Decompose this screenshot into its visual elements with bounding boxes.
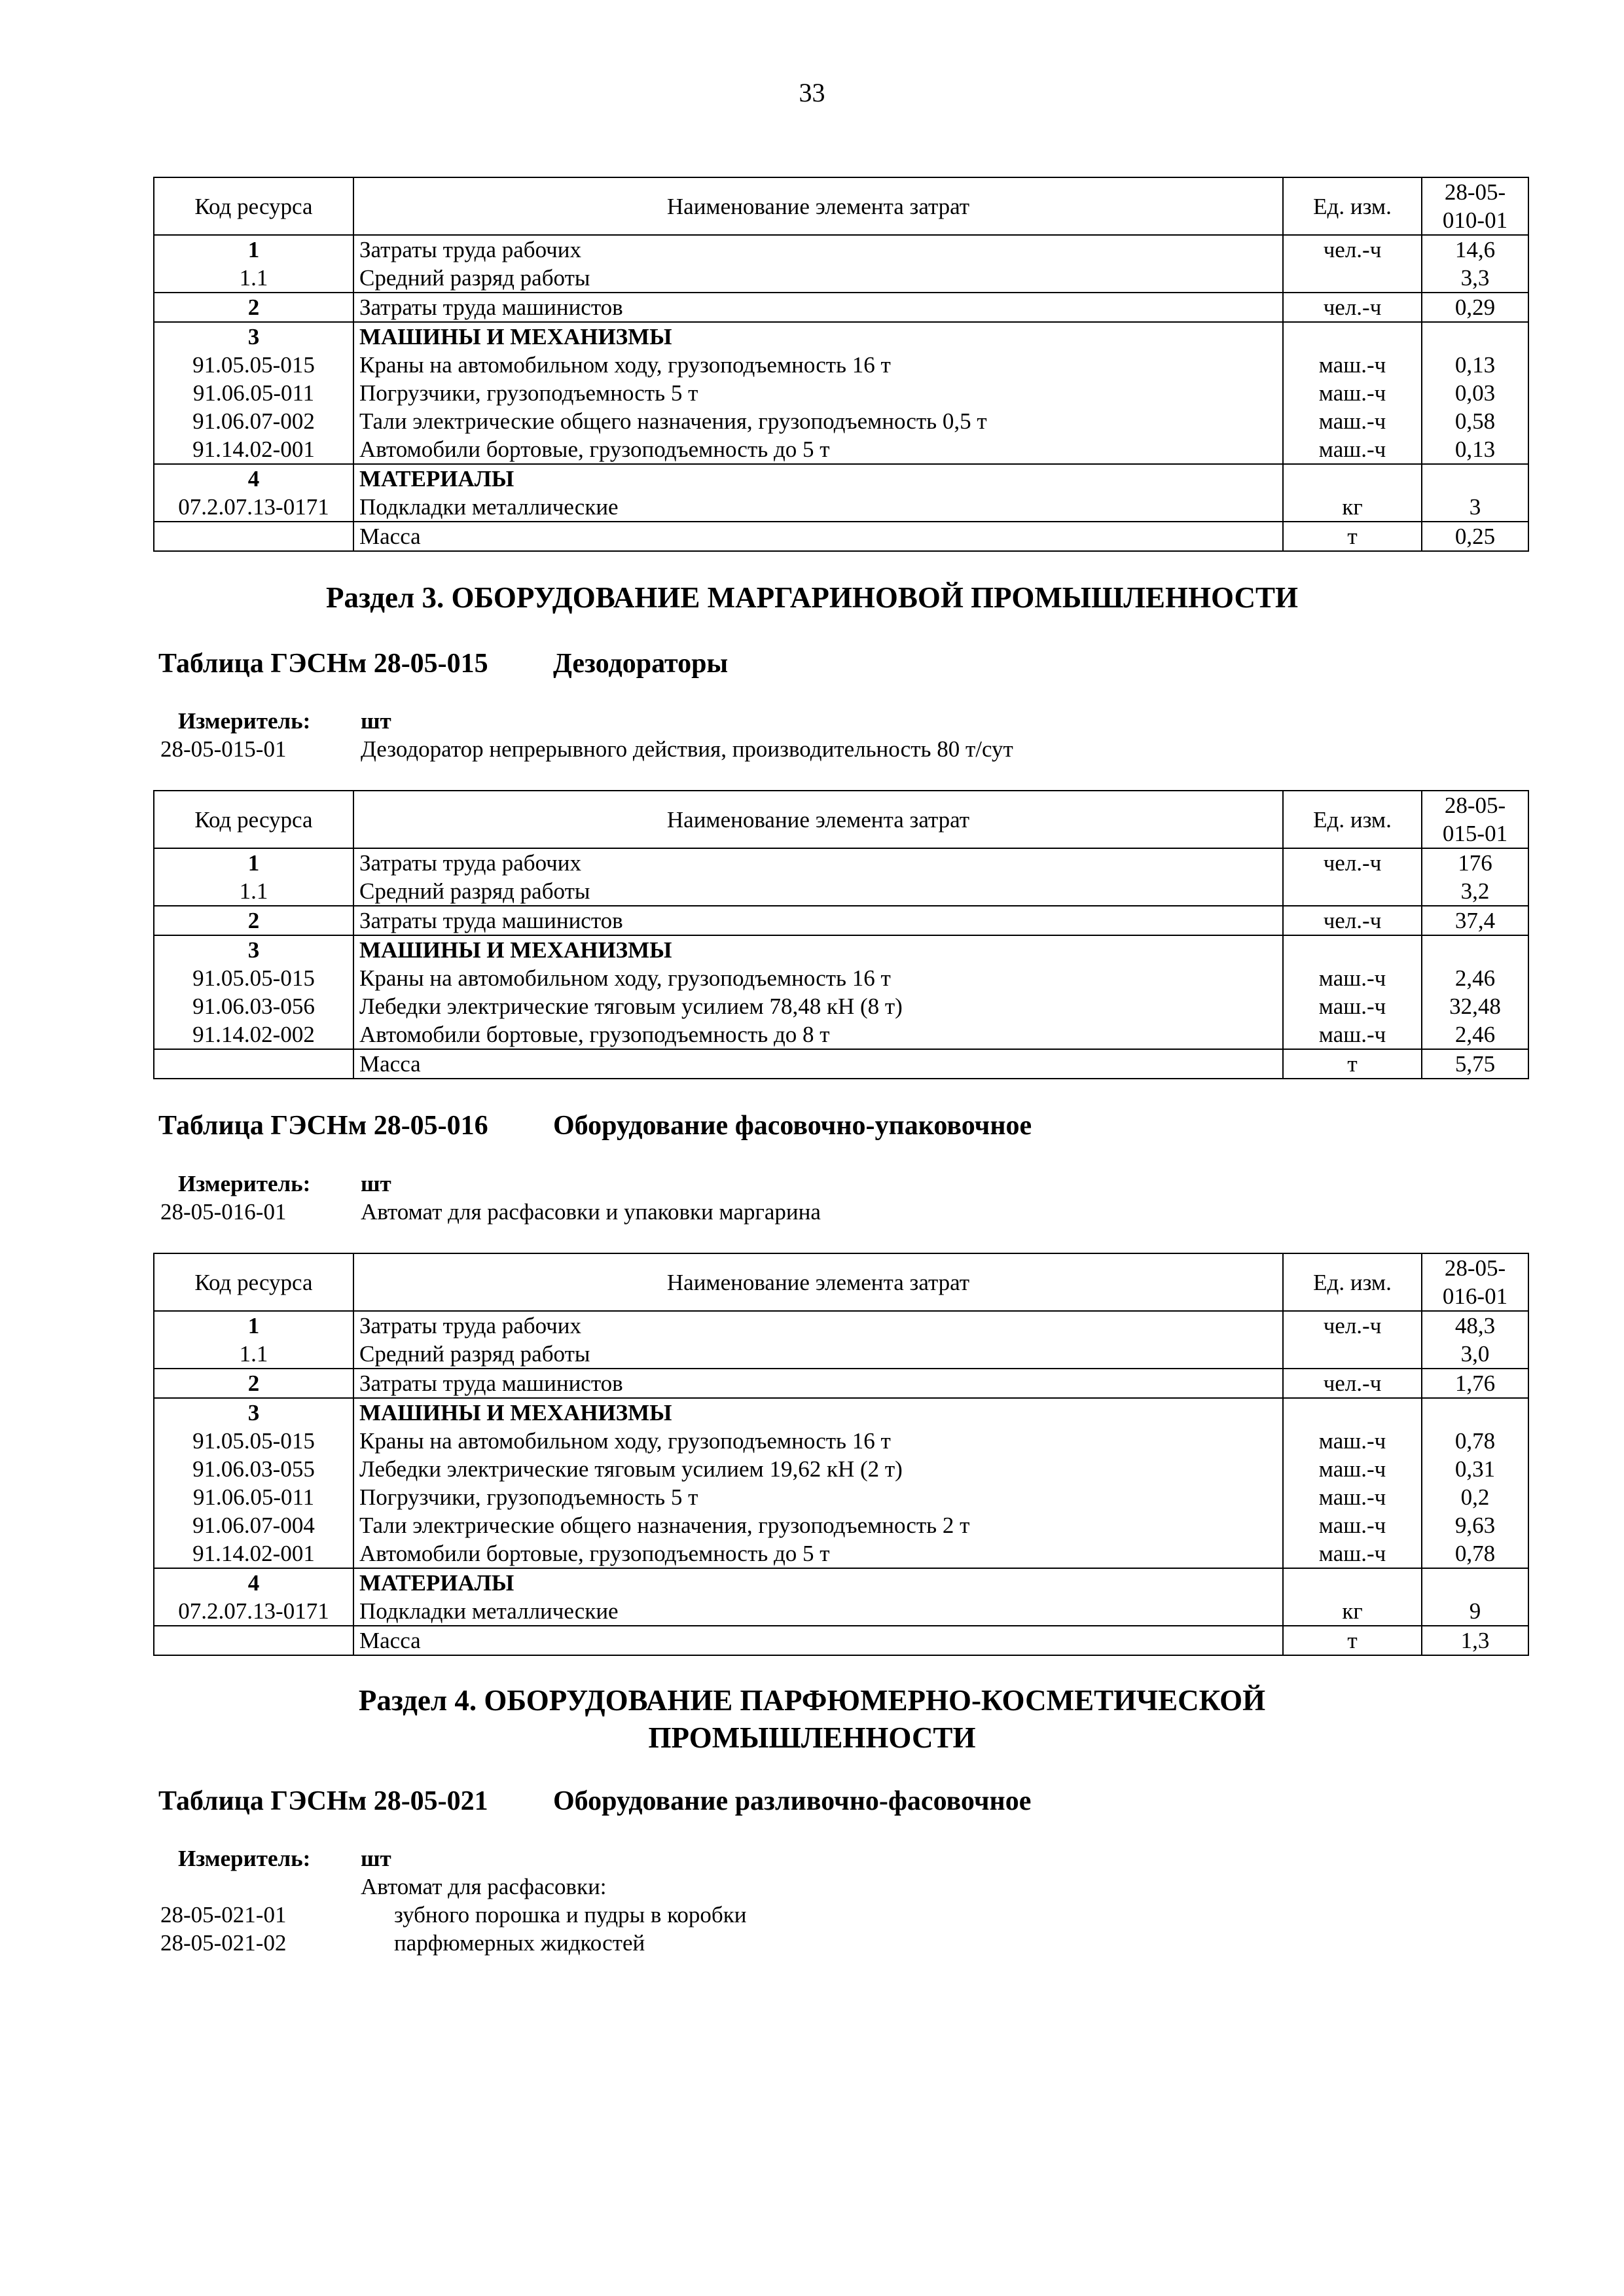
resource-code-cell: 1.1 (154, 877, 353, 906)
table-016-meter-label: Измеритель: (178, 1171, 311, 1196)
unit-cell: чел.-ч (1283, 1311, 1422, 1340)
header-norm-code: 28-05- 010-01 (1422, 177, 1528, 235)
unit-cell (1283, 877, 1422, 906)
resource-code-cell: 91.05.05-015 (154, 1427, 353, 1455)
resource-name-cell: МАШИНЫ И МЕХАНИЗМЫ (353, 322, 1283, 351)
table-row (154, 964, 1528, 992)
unit-cell: кг (1283, 493, 1422, 522)
header-name: Наименование элемента затрат (353, 791, 1283, 848)
unit-cell: чел.-ч (1283, 1369, 1422, 1398)
resource-name-cell: Погрузчики, грузоподъемность 5 т (353, 379, 1283, 407)
resource-code-cell: 91.14.02-001 (154, 435, 353, 464)
resource-code-cell: 91.06.03-056 (154, 992, 353, 1020)
resource-code-cell: 1 (154, 848, 353, 877)
resource-name-cell: Погрузчики, грузоподъемность 5 т (353, 1483, 1283, 1511)
value-cell: 0,58 (1422, 407, 1528, 435)
unit-cell: маш.-ч (1283, 1455, 1422, 1483)
value-cell: 9 (1422, 1597, 1528, 1626)
unit-cell: маш.-ч (1283, 1511, 1422, 1539)
unit-cell: чел.-ч (1283, 906, 1422, 935)
resource-name-cell: МАТЕРИАЛЫ (353, 464, 1283, 493)
unit-cell: чел.-ч (1283, 848, 1422, 877)
value-cell: 0,03 (1422, 379, 1528, 407)
resource-code-cell: 3 (154, 1398, 353, 1427)
header-code: Код ресурса (154, 791, 353, 848)
resource-code-cell: 2 (154, 1369, 353, 1398)
section-4-title (0, 1682, 1624, 1757)
resource-name-cell: Средний разряд работы (353, 1340, 1283, 1369)
resource-code-cell: 4 (154, 464, 353, 493)
value-cell: 2,46 (1422, 1020, 1528, 1049)
value-cell: 0,78 (1422, 1427, 1528, 1455)
value-cell: 0,29 (1422, 293, 1528, 322)
resource-name-cell: Тали электрические общего назначения, грузоподъемность 0,5 т (353, 407, 1283, 435)
table-row (154, 1398, 1528, 1427)
table-015-meter-unit: шт (361, 708, 391, 734)
table-row (154, 1511, 1528, 1539)
resource-code-cell: 91.06.05-011 (154, 379, 353, 407)
resource-name-cell: Масса (353, 1626, 1283, 1655)
cost-table-010 (153, 177, 1529, 552)
value-cell: 0,13 (1422, 351, 1528, 379)
table-016-item-desc: Автомат для расфасовки и упаковки маргарина (361, 1199, 821, 1225)
unit-cell: т (1283, 522, 1422, 551)
value-cell (1422, 1398, 1528, 1427)
table-row (154, 1340, 1528, 1369)
header-code: Код ресурса (154, 1253, 353, 1311)
unit-cell (1283, 322, 1422, 351)
table-016-code: Таблица ГЭСНм 28-05-016 (158, 1111, 488, 1141)
value-cell: 14,6 (1422, 235, 1528, 264)
resource-code-cell: 3 (154, 935, 353, 964)
value-cell: 9,63 (1422, 1511, 1528, 1539)
resource-code-cell (154, 1049, 353, 1079)
resource-code-cell: 91.06.05-011 (154, 1483, 353, 1511)
resource-name-cell: Краны на автомобильном ходу, грузоподъемность 16 т (353, 1427, 1283, 1455)
value-cell: 5,75 (1422, 1049, 1528, 1079)
unit-cell: маш.-ч (1283, 964, 1422, 992)
resource-name-cell: Тали электрические общего назначения, грузоподъемность 2 т (353, 1511, 1283, 1539)
resource-code-cell: 1.1 (154, 1340, 353, 1369)
table-row (154, 293, 1528, 322)
resource-name-cell: Лебедки электрические тяговым усилием 19,62 кН (2 т) (353, 1455, 1283, 1483)
value-cell: 3,2 (1422, 877, 1528, 906)
resource-code-cell: 2 (154, 293, 353, 322)
unit-cell: маш.-ч (1283, 1427, 1422, 1455)
resource-name-cell: Затраты труда машинистов (353, 906, 1283, 935)
page-number: 33 (799, 78, 825, 107)
table-row (154, 407, 1528, 435)
header-name: Наименование элемента затрат (353, 177, 1283, 235)
resource-code-cell: 91.06.07-002 (154, 407, 353, 435)
table-row (154, 906, 1528, 935)
unit-cell: маш.-ч (1283, 1483, 1422, 1511)
resource-name-cell: МАТЕРИАЛЫ (353, 1568, 1283, 1597)
table-021-item-desc-2: парфюмерных жидкостей (394, 1930, 645, 1956)
unit-cell: маш.-ч (1283, 435, 1422, 464)
section-4-title-line2: ПРОМЫШЛЕННОСТИ (648, 1721, 976, 1754)
unit-cell (1283, 464, 1422, 493)
resource-code-cell: 3 (154, 322, 353, 351)
unit-cell (1283, 1568, 1422, 1597)
resource-code-cell: 91.06.07-004 (154, 1511, 353, 1539)
resource-code-cell: 91.06.03-055 (154, 1455, 353, 1483)
unit-cell: чел.-ч (1283, 293, 1422, 322)
table-021-meter-label: Измеритель: (178, 1846, 311, 1871)
table-021-group-desc: Автомат для расфасовки: (361, 1874, 607, 1899)
table-row (154, 235, 1528, 264)
value-cell: 3,3 (1422, 264, 1528, 293)
unit-cell: маш.-ч (1283, 351, 1422, 379)
table-021-item-code-2: 28-05-021-02 (160, 1930, 287, 1956)
value-cell: 0,13 (1422, 435, 1528, 464)
table-row (154, 264, 1528, 293)
value-cell: 0,31 (1422, 1455, 1528, 1483)
unit-cell (1283, 264, 1422, 293)
table-021-item-desc-1: зубного порошка и пудры в коробки (394, 1902, 747, 1928)
table-021-item-code-1: 28-05-021-01 (160, 1902, 287, 1928)
value-cell (1422, 1568, 1528, 1597)
header-norm-code: 28-05- 015-01 (1422, 791, 1528, 848)
unit-cell: маш.-ч (1283, 992, 1422, 1020)
resource-code-cell: 91.05.05-015 (154, 964, 353, 992)
table-row (154, 322, 1528, 351)
header-unit: Ед. изм. (1283, 177, 1422, 235)
value-cell: 0,25 (1422, 522, 1528, 551)
value-cell (1422, 464, 1528, 493)
unit-cell: т (1283, 1626, 1422, 1655)
table-row (154, 1626, 1528, 1655)
table-015-meter-label: Измеритель: (178, 708, 311, 734)
table-015-item-code: 28-05-015-01 (160, 736, 287, 762)
table-015-title (158, 648, 729, 679)
table-021-name: Оборудование разливочно-фасовочное (553, 1786, 1032, 1816)
resource-name-cell: Автомобили бортовые, грузоподъемность до 8 т (353, 1020, 1283, 1049)
table-row (154, 1311, 1528, 1340)
table-row (154, 877, 1528, 906)
value-cell: 3 (1422, 493, 1528, 522)
table-021-code: Таблица ГЭСНм 28-05-021 (158, 1786, 488, 1816)
table-row (154, 935, 1528, 964)
value-cell: 176 (1422, 848, 1528, 877)
table-row (154, 1455, 1528, 1483)
table-016-item-code: 28-05-016-01 (160, 1199, 287, 1225)
resource-name-cell: Затраты труда рабочих (353, 235, 1283, 264)
value-cell (1422, 322, 1528, 351)
resource-name-cell: Масса (353, 522, 1283, 551)
resource-name-cell: МАШИНЫ И МЕХАНИЗМЫ (353, 1398, 1283, 1427)
resource-name-cell: МАШИНЫ И МЕХАНИЗМЫ (353, 935, 1283, 964)
header-norm-code: 28-05- 016-01 (1422, 1253, 1528, 1311)
resource-name-cell: Средний разряд работы (353, 877, 1283, 906)
value-cell: 32,48 (1422, 992, 1528, 1020)
resource-code-cell: 1 (154, 235, 353, 264)
table-row (154, 1483, 1528, 1511)
value-cell: 1,3 (1422, 1626, 1528, 1655)
table-row (154, 1020, 1528, 1049)
value-cell (1422, 935, 1528, 964)
resource-name-cell: Средний разряд работы (353, 264, 1283, 293)
table-row (154, 1597, 1528, 1626)
resource-name-cell: Автомобили бортовые, грузоподъемность до 5 т (353, 435, 1283, 464)
resource-code-cell: 07.2.07.13-0171 (154, 493, 353, 522)
section-3-title: Раздел 3. ОБОРУДОВАНИЕ МАРГАРИНОВОЙ ПРОМЫШЛЕННОСТИ (325, 581, 1299, 614)
table-row (154, 522, 1528, 551)
unit-cell: т (1283, 1049, 1422, 1079)
resource-name-cell: Лебедки электрические тяговым усилием 78,48 кН (8 т) (353, 992, 1283, 1020)
table-021-title (158, 1785, 1032, 1817)
table-row (154, 1369, 1528, 1398)
table-015-name: Дезодораторы (553, 649, 729, 679)
resource-name-cell: Подкладки металлические (353, 493, 1283, 522)
value-cell: 0,78 (1422, 1539, 1528, 1568)
value-cell: 2,46 (1422, 964, 1528, 992)
resource-code-cell: 4 (154, 1568, 353, 1597)
unit-cell (1283, 935, 1422, 964)
value-cell: 0,2 (1422, 1483, 1528, 1511)
table-row (154, 435, 1528, 464)
table-015-item-desc: Дезодоратор непрерывного действия, производительность 80 т/сут (361, 736, 1013, 762)
resource-code-cell: 2 (154, 906, 353, 935)
unit-cell: маш.-ч (1283, 379, 1422, 407)
table-016-name: Оборудование фасовочно-упаковочное (553, 1111, 1032, 1141)
table-row (154, 1568, 1528, 1597)
table-row (154, 379, 1528, 407)
unit-cell: маш.-ч (1283, 1539, 1422, 1568)
cost-table-015 (153, 790, 1529, 1079)
resource-code-cell (154, 1626, 353, 1655)
resource-name-cell: Подкладки металлические (353, 1597, 1283, 1626)
table-row (154, 1539, 1528, 1568)
value-cell: 1,76 (1422, 1369, 1528, 1398)
unit-cell (1283, 1398, 1422, 1427)
resource-code-cell: 1 (154, 1311, 353, 1340)
table-021-meter-unit: шт (361, 1846, 391, 1871)
resource-code-cell: 91.05.05-015 (154, 351, 353, 379)
resource-name-cell: Затраты труда машинистов (353, 1369, 1283, 1398)
unit-cell: маш.-ч (1283, 1020, 1422, 1049)
resource-code-cell: 91.14.02-002 (154, 1020, 353, 1049)
resource-code-cell (154, 522, 353, 551)
table-016-meter-unit: шт (361, 1171, 391, 1196)
unit-cell: кг (1283, 1597, 1422, 1626)
table-015-code: Таблица ГЭСНм 28-05-015 (158, 649, 488, 679)
resource-name-cell: Автомобили бортовые, грузоподъемность до 5 т (353, 1539, 1283, 1568)
header-unit: Ед. изм. (1283, 1253, 1422, 1311)
table-row (154, 1427, 1528, 1455)
resource-name-cell: Краны на автомобильном ходу, грузоподъемность 16 т (353, 964, 1283, 992)
value-cell: 37,4 (1422, 906, 1528, 935)
unit-cell: маш.-ч (1283, 407, 1422, 435)
resource-name-cell: Масса (353, 1049, 1283, 1079)
table-row (154, 1049, 1528, 1079)
resource-name-cell: Краны на автомобильном ходу, грузоподъемность 16 т (353, 351, 1283, 379)
table-016-title (158, 1110, 1032, 1141)
header-name: Наименование элемента затрат (353, 1253, 1283, 1311)
resource-name-cell: Затраты труда машинистов (353, 293, 1283, 322)
unit-cell (1283, 1340, 1422, 1369)
table-row (154, 992, 1528, 1020)
resource-name-cell: Затраты труда рабочих (353, 1311, 1283, 1340)
resource-code-cell: 91.14.02-001 (154, 1539, 353, 1568)
header-unit: Ед. изм. (1283, 791, 1422, 848)
cost-table-016 (153, 1253, 1529, 1656)
value-cell: 48,3 (1422, 1311, 1528, 1340)
value-cell: 3,0 (1422, 1340, 1528, 1369)
table-row (154, 493, 1528, 522)
header-code: Код ресурса (154, 177, 353, 235)
table-row (154, 351, 1528, 379)
resource-name-cell: Затраты труда рабочих (353, 848, 1283, 877)
table-row (154, 464, 1528, 493)
resource-code-cell: 1.1 (154, 264, 353, 293)
unit-cell: чел.-ч (1283, 235, 1422, 264)
resource-code-cell: 07.2.07.13-0171 (154, 1597, 353, 1626)
table-row (154, 848, 1528, 877)
section-4-title-line1: Раздел 4. ОБОРУДОВАНИЕ ПАРФЮМЕРНО-КОСМЕТИЧЕСКОЙ (358, 1684, 1266, 1717)
